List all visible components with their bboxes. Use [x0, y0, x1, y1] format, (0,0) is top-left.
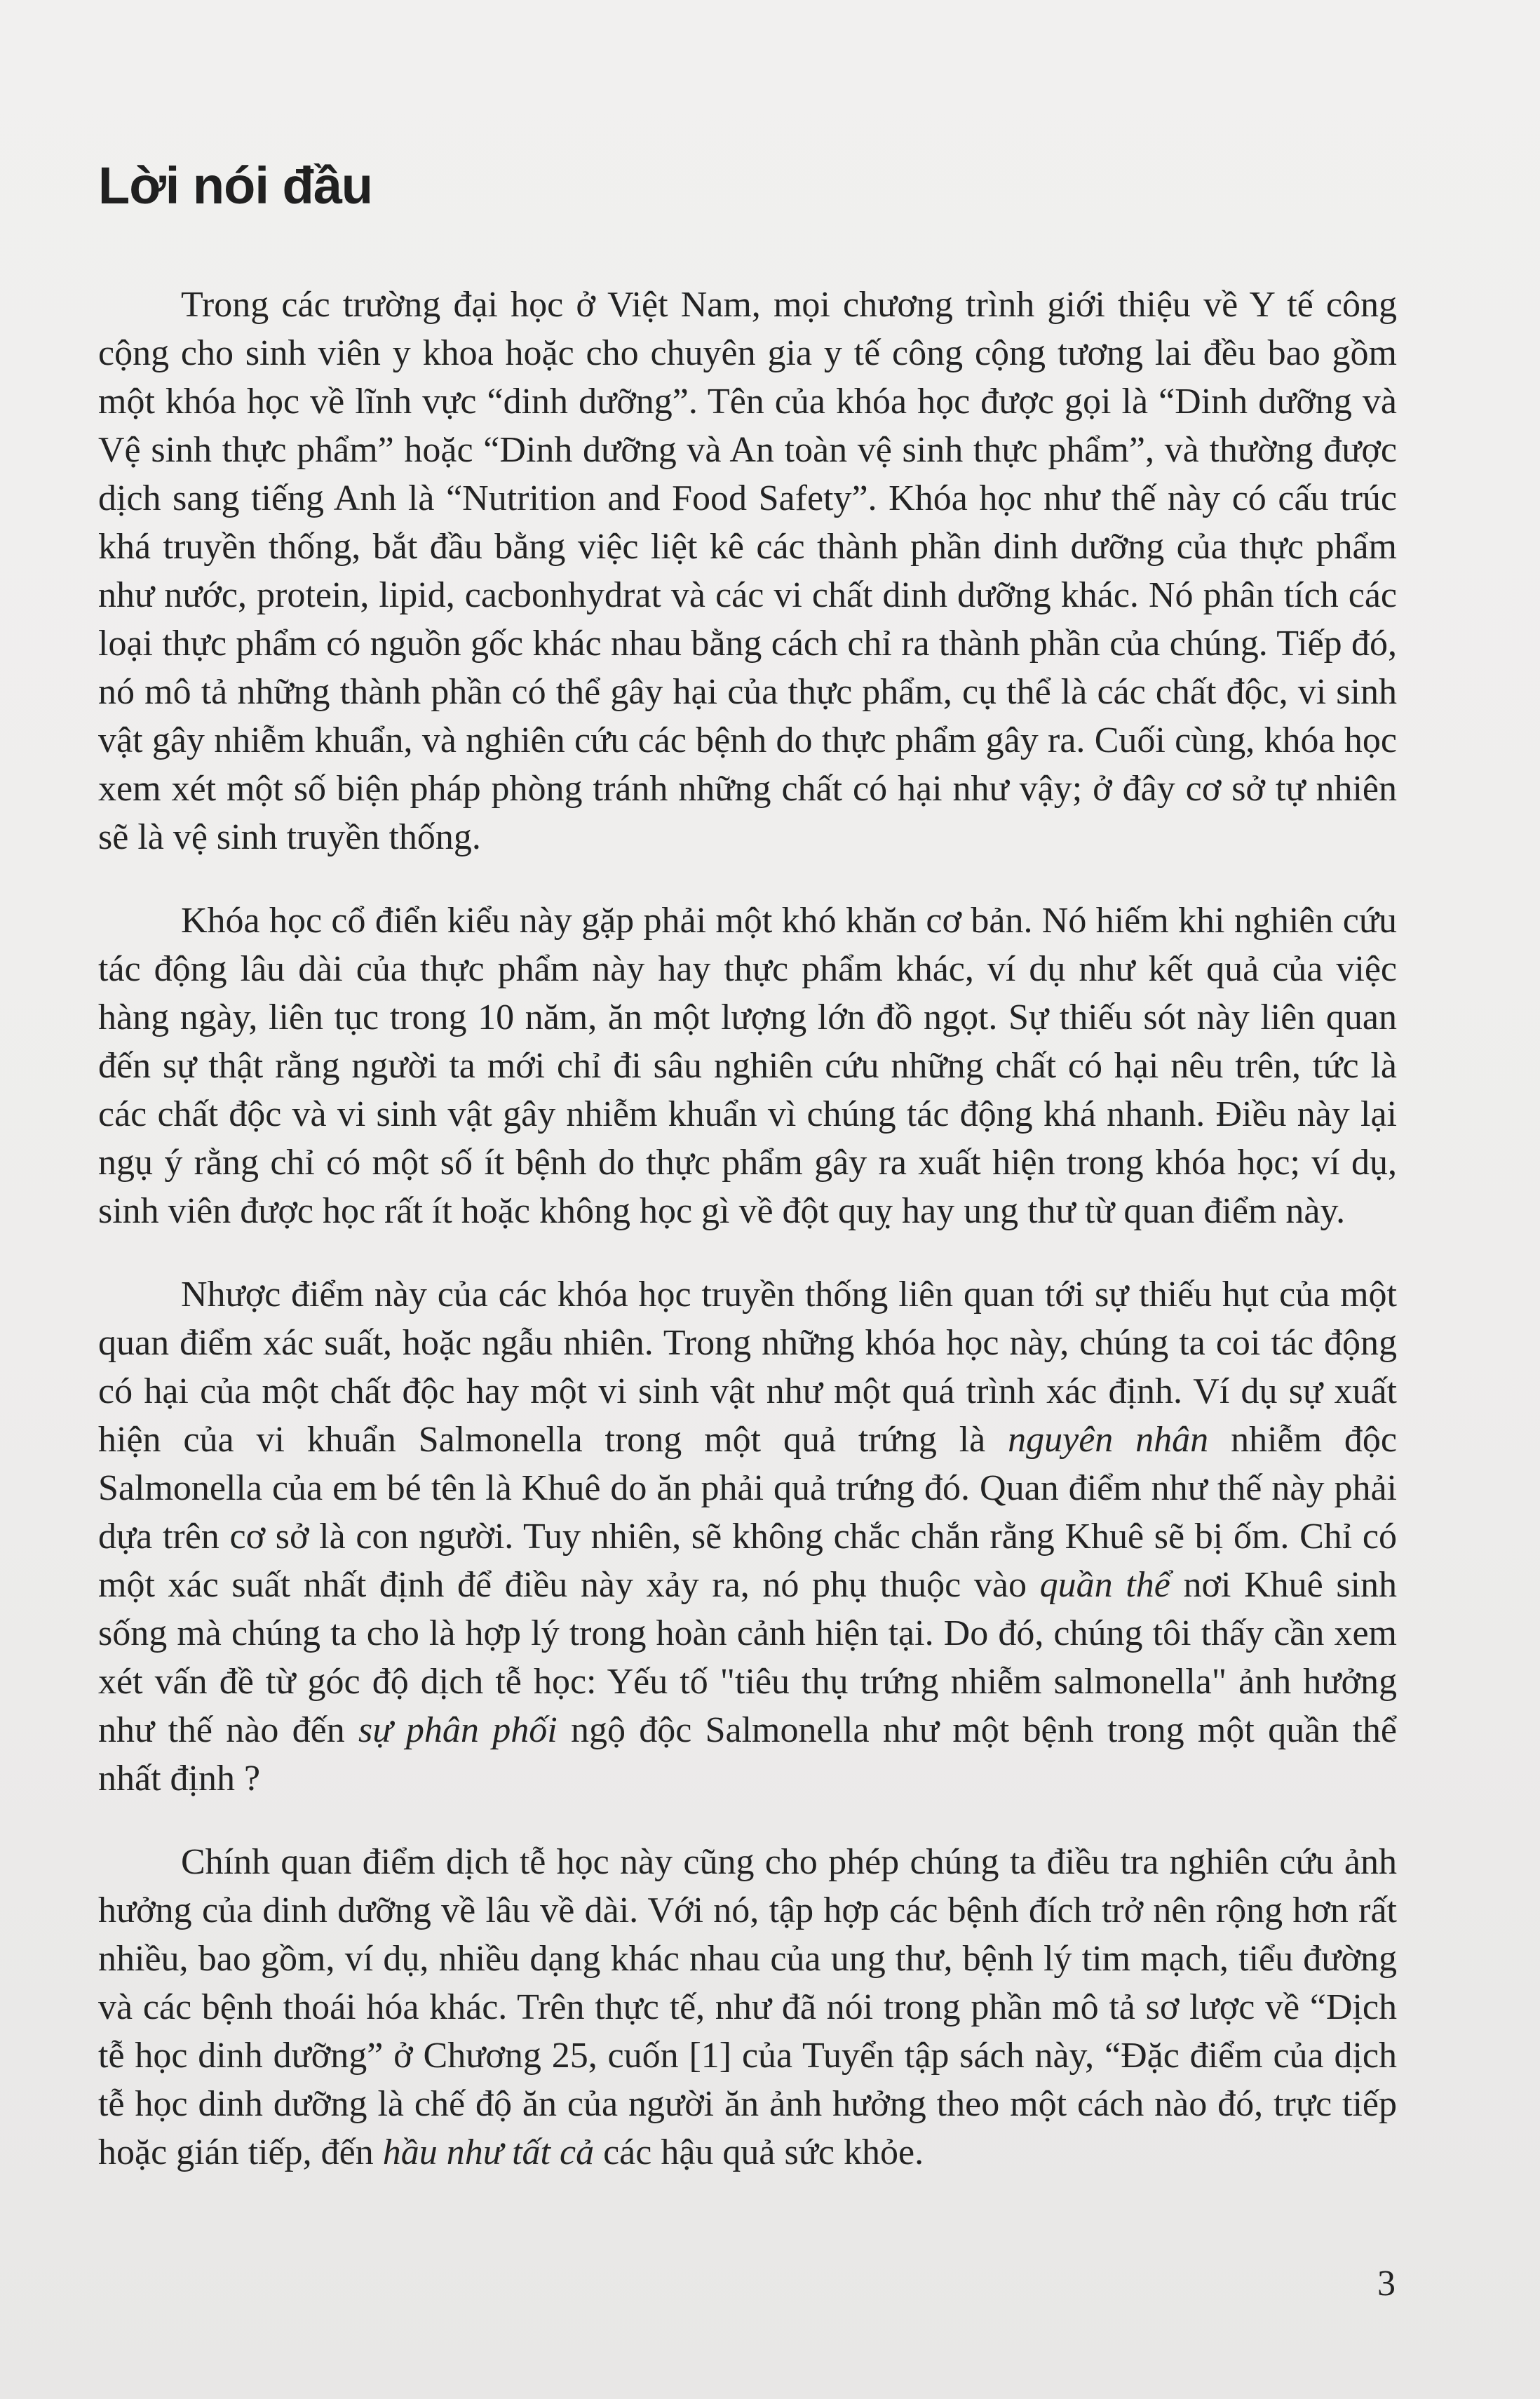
paragraph-3-segment-5: nơi Khuê sinh sống mà chúng ta cho là hợp lý trong hoàn cảnh hiện tại. Do đó, chúng tôi thấy cần xem xét vấn đề từ góc độ dịch tễ học: Yếu tố "tiêu thụ trứng nhiễm salmonella" ảnh hưởng như thế nào đến — [98, 1565, 1397, 1750]
paragraph-1-segment-1: Trong các trường đại học ở Việt Nam, mọi chương trình giới thiệu về Y tế công cộng cho sinh viên y khoa hoặc cho chuyên gia y tế công cộng tương lai đều bao gồm một khóa học về lĩnh vực “dinh dưỡng”. Tên của khóa học được gọi là “Dinh dưỡng và Vệ sinh thực phẩm” hoặc “Dinh dưỡng và An toàn vệ sinh thực phẩm”, và thường được dịch sang tiếng Anh là “Nutrition and Food Safety”. Khóa học như thế này có cấu trúc khá truyền thống, bắt đầu bằng việc liệt kê các thành phần dinh dưỡng của thực phẩm như nước, protein, lipid, cacbonhydrat và các vi chất dinh dưỡng khác. Nó phân tích các loại thực phẩm có nguồn gốc khác nhau bằng cách chỉ ra thành phần của chúng. Tiếp đó, nó mô tả những thành phần có thể gây hại của thực phẩm, cụ thể là các chất độc, vi sinh vật gây nhiễm khuẩn, và nghiên cứu các bệnh do thực phẩm gây ra. Cuối cùng, khóa học xem xét một số biện pháp phòng tránh những chất có hại như vậy; ở đây cơ sở tự nhiên sẽ là vệ sinh truyền thống. — [98, 285, 1397, 857]
paragraph-4-segment-3: các hậu quả sức khỏe. — [594, 2132, 924, 2172]
emphasis-nguyen-nhan: nguyên nhân — [1008, 1420, 1209, 1460]
paragraph-4 — [98, 1838, 1397, 2177]
emphasis-quan-the: quần thể — [1039, 1565, 1170, 1605]
paragraph-4-segment-1: Chính quan điểm dịch tễ học này cũng cho phép chúng ta điều tra nghiên cứu ảnh hưởng của dinh dưỡng về lâu về dài. Với nó, tập hợp các bệnh đích trở nên rộng hơn rất nhiều, bao gồm, ví dụ, nhiều dạng khác nhau của ung thư, bệnh lý tim mạch, tiểu đường và các bệnh thoái hóa khác. Trên thực tế, như đã nói trong phần mô tả sơ lược về “Dịch tễ học dinh dưỡng” ở Chương 25, cuốn [1] của Tuyển tập sách này, “Đặc điểm của dịch tễ học dinh dưỡng là chế độ ăn của người ăn ảnh hưởng theo một cách nào đó, trực tiếp hoặc gián tiếp, đến — [98, 1842, 1397, 2172]
paragraph-3-segment-1: Nhược điểm này của các khóa học truyền thống liên quan tới sự thiếu hụt của một quan điểm xác suất, hoặc ngẫu nhiên. Trong những khóa học này, chúng ta coi tác động có hại của một chất độc hay một vi sinh vật như một quá trình xác định. Ví dụ sự xuất hiện của vi khuẩn Salmonella trong một quả trứng là — [98, 1275, 1397, 1460]
paragraph-2 — [98, 896, 1397, 1235]
emphasis-su-phan-phoi: sự phân phối — [358, 1710, 558, 1750]
body-text — [98, 281, 1397, 2212]
paragraph-3 — [98, 1270, 1397, 1803]
emphasis-hau-nhu-tat-ca: hầu như tất cả — [382, 2132, 595, 2172]
paragraph-1 — [98, 281, 1397, 861]
paragraph-3-segment-3: nhiễm độc Salmonella của em bé tên là Khuê do ăn phải quả trứng đó. Quan điểm như thế này phải dựa trên cơ sở là con người. Tuy nhiên, sẽ không chắc chắn rằng Khuê sẽ bị ốm. Chỉ có một xác suất nhất định để điều này xảy ra, nó phụ thuộc vào — [98, 1420, 1397, 1605]
page-number: 3 — [1377, 2264, 1396, 2304]
page-heading: Lời nói đầu — [98, 156, 373, 215]
paragraph-3-segment-7: ngộ độc Salmonella như một bệnh trong một quần thể nhất định ? — [98, 1710, 1397, 1799]
paragraph-2-segment-1: Khóa học cổ điển kiểu này gặp phải một khó khăn cơ bản. Nó hiếm khi nghiên cứu tác động lâu dài của thực phẩm này hay thực phẩm khác, ví dụ như kết quả của việc hàng ngày, liên tục trong 10 năm, ăn một lượng lớn đồ ngọt. Sự thiếu sót này liên quan đến sự thật rằng người ta mới chỉ đi sâu nghiên cứu những chất có hại nêu trên, tức là các chất độc và vi sinh vật gây nhiễm khuẩn vì chúng tác động khá nhanh. Điều này lại ngụ ý rằng chỉ có một số ít bệnh do thực phẩm gây ra xuất hiện trong khóa học; ví dụ, sinh viên được học rất ít hoặc không học gì về đột quỵ hay ung thư từ quan điểm này. — [98, 901, 1397, 1231]
